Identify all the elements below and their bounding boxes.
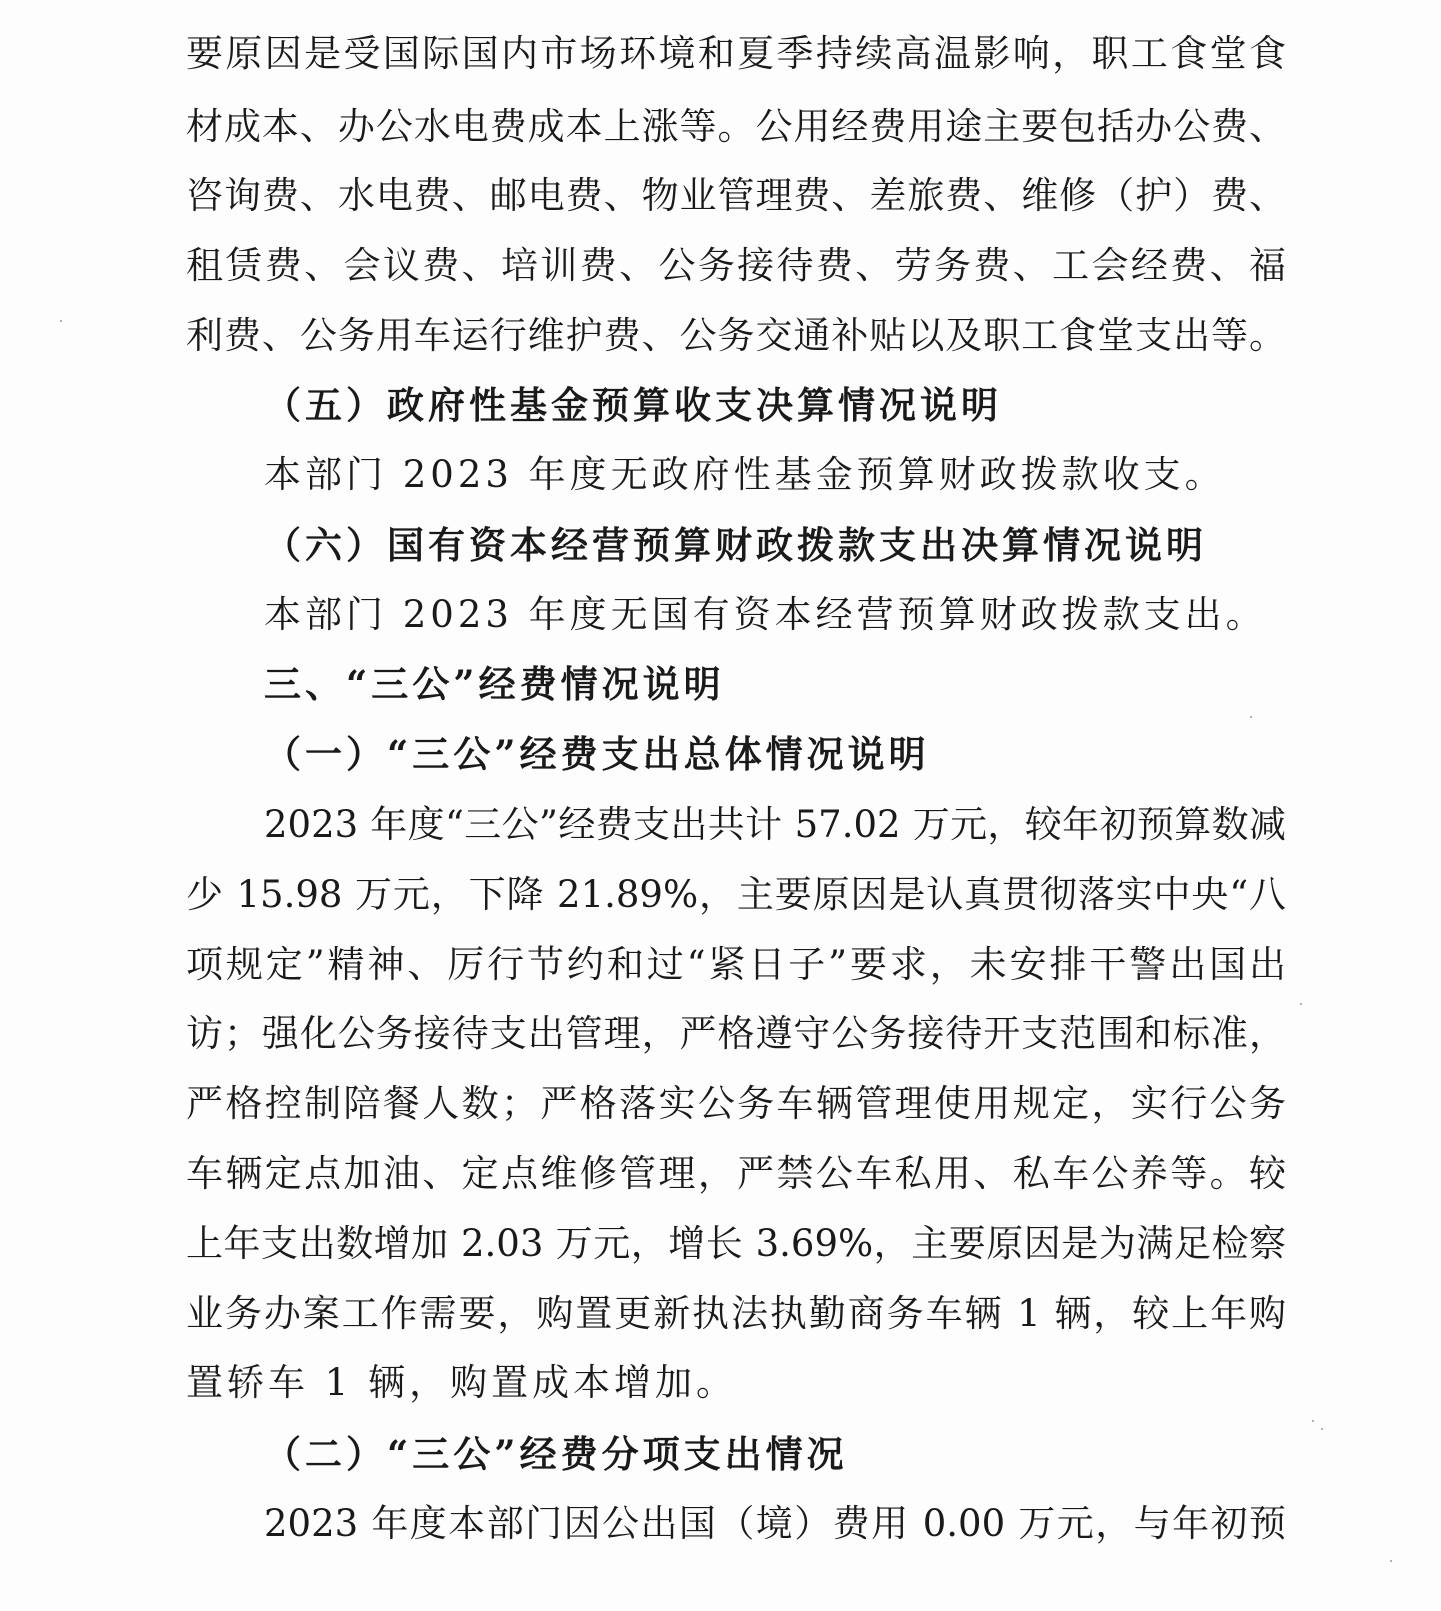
text-line: 项规定”精神、厉行节约和过“紧日子”要求，未安排干警出国出 <box>186 943 1286 986</box>
paragraph-line: 2023 年度本部门因公出国（境）费用 0.00 万元，与年初预 <box>264 1502 1286 1545</box>
section-heading: （六）国有资本经营预算财政拨款支出决算情况说明 <box>264 523 1207 567</box>
scan-speck <box>1250 716 1252 718</box>
text-line: 上年支出数增加 2.03 万元，增长 3.69%，主要原因是为满足检察 <box>186 1222 1286 1265</box>
text-line: 咨询费、水电费、邮电费、物业管理费、差旅费、维修（护）费、 <box>186 174 1286 217</box>
text-line: 材成本、办公水电费成本上涨等。公用经费用途主要包括办公费、 <box>186 105 1286 148</box>
paragraph-line: 2023 年度“三公”经费支出共计 57.02 万元，较年初预算数减 <box>264 803 1286 846</box>
section-heading: （五）政府性基金预算收支决算情况说明 <box>264 383 1002 427</box>
chapter-heading: 三、“三公”经费情况说明 <box>264 662 725 706</box>
text-line: 严格控制陪餐人数；严格落实公务车辆管理使用规定，实行公务 <box>186 1082 1286 1125</box>
scan-speck <box>1390 1560 1392 1562</box>
text-line: 置轿车 1 辆，购置成本增加。 <box>186 1361 738 1404</box>
paragraph-line: 本部门 2023 年度无国有资本经营预算财政拨款支出。 <box>264 593 1267 636</box>
text-line: 要原因是受国际国内市场环境和夏季持续高温影响，职工食堂食 <box>186 32 1286 75</box>
scan-speck <box>1321 1428 1323 1430</box>
paragraph-line: 本部门 2023 年度无政府性基金预算财政拨款收支。 <box>264 453 1226 496</box>
scan-speck <box>1312 1420 1314 1422</box>
text-line: 利费、公务用车运行维护费、公务交通补贴以及职工食堂支出等。 <box>186 314 1286 357</box>
text-line: 访；强化公务接待支出管理，严格遵守公务接待开支范围和标准， <box>186 1012 1286 1055</box>
scan-speck <box>60 320 62 322</box>
scan-speck <box>1300 1003 1302 1005</box>
text-line: 少 15.98 万元，下降 21.89%，主要原因是认真贯彻落实中央“八 <box>186 873 1286 916</box>
section-heading: （一）“三公”经费支出总体情况说明 <box>264 732 930 776</box>
text-line: 车辆定点加油、定点维修管理，严禁公车私用、私车公养等。较 <box>186 1152 1286 1195</box>
text-line: 业务办案工作需要，购置更新执法执勤商务车辆 1 辆，较上年购 <box>186 1292 1286 1335</box>
text-line: 租赁费、会议费、培训费、公务接待费、劳务费、工会经费、福 <box>186 244 1286 287</box>
section-heading: （二）“三公”经费分项支出情况 <box>264 1432 848 1476</box>
